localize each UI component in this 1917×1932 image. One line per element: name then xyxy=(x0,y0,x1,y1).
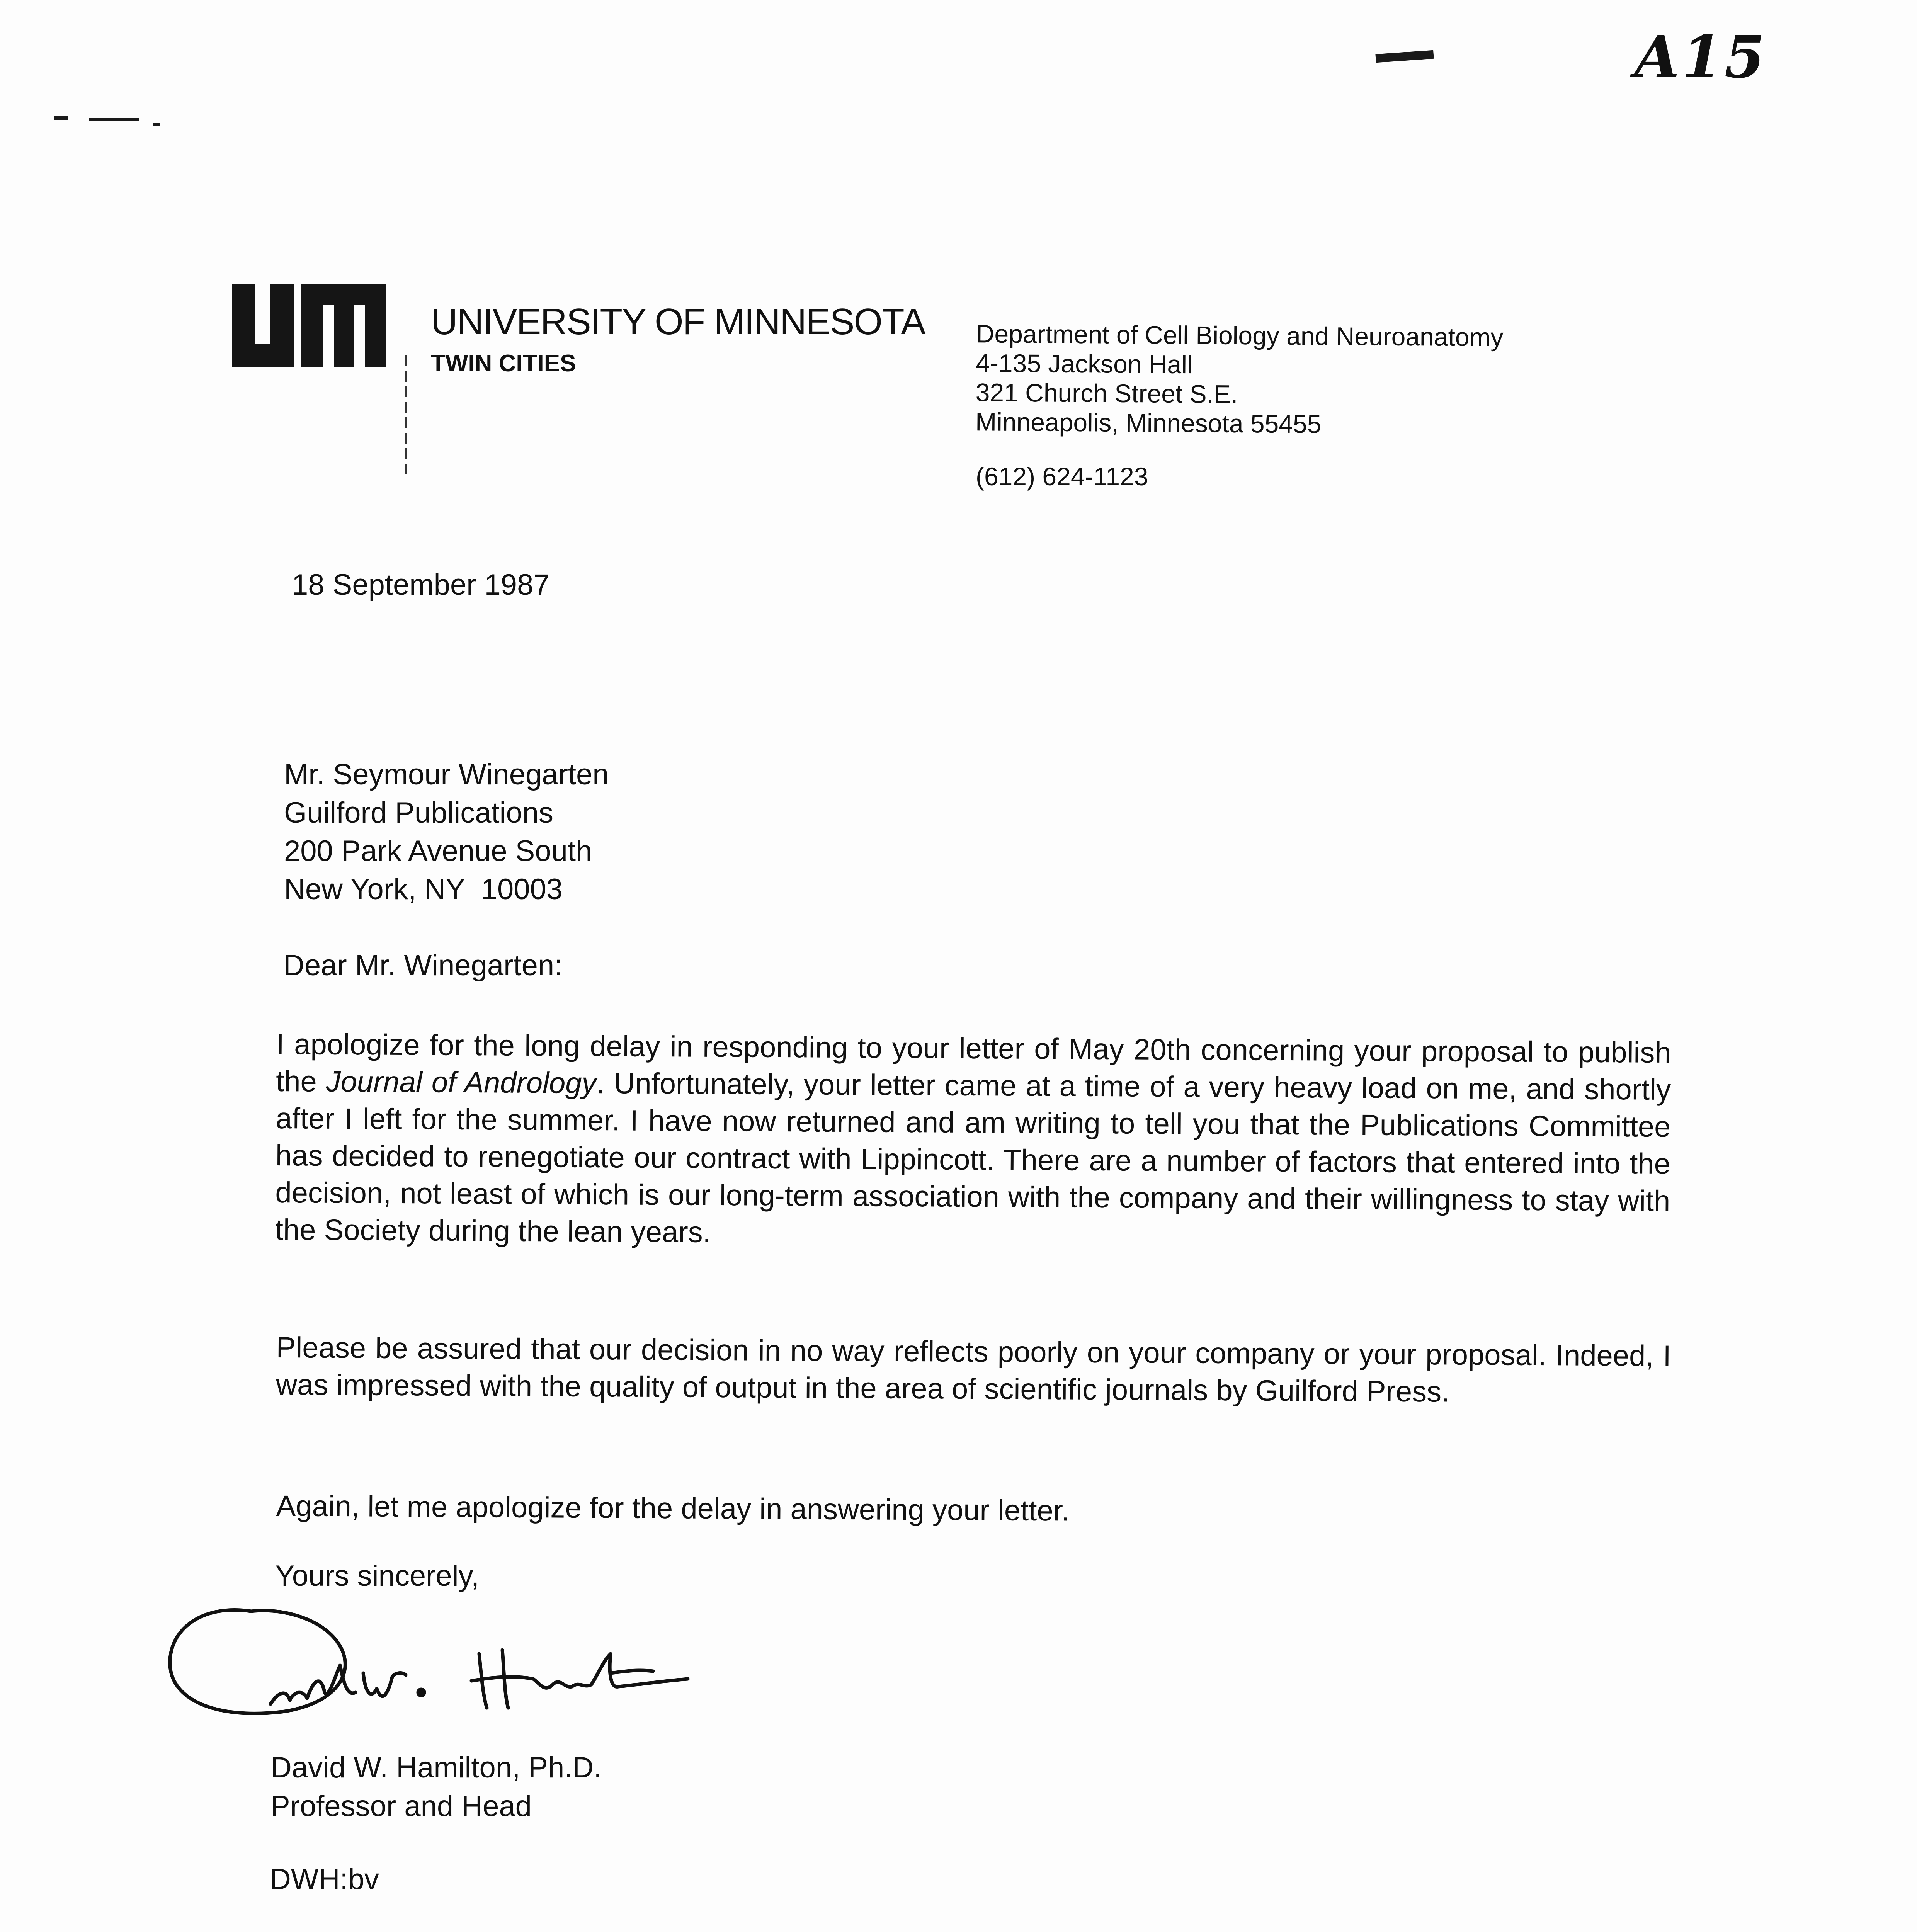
signer-name: David W. Hamilton, Ph.D. xyxy=(270,1751,602,1784)
department-name: Department of Cell Biology and Neuroanatomy xyxy=(976,319,1504,352)
reference-initials: DWH:bv xyxy=(270,1863,379,1896)
letterhead-divider xyxy=(405,355,407,479)
complimentary-closing: Yours sincerely, xyxy=(275,1560,480,1592)
scan-mark xyxy=(89,118,139,121)
signer-title: Professor and Head xyxy=(270,1790,532,1823)
address-line: 4-135 Jackson Hall xyxy=(976,349,1193,379)
recipient-line: Guilford Publications xyxy=(284,796,554,829)
letter-date: 18 September 1987 xyxy=(292,568,550,601)
body-paragraph-1 xyxy=(275,1026,1671,1257)
body-paragraph-3: Again, let me apologize for the delay in answering your letter. xyxy=(276,1490,1070,1527)
campus-name: TWIN CITIES xyxy=(431,350,576,377)
scan-mark xyxy=(153,123,160,126)
journal-title: Journal of Andrology xyxy=(326,1065,597,1100)
salutation: Dear Mr. Winegarten: xyxy=(283,949,563,982)
university-logo xyxy=(228,278,390,379)
body-paragraph-2: Please be assured that our decision in no way reflects poorly on your company or your proposal. Indeed, I was impressed with the quality of output in the area of scientific journals by Guilford Press. xyxy=(276,1331,1671,1408)
handwritten-note: A15 xyxy=(1635,23,1767,91)
address-line: Minneapolis, Minnesota 55455 xyxy=(975,407,1322,439)
scan-mark xyxy=(54,116,68,120)
paragraph-text: I apologize for the long delay in responding to your letter of May 20th concerning your proposal to publish the xyxy=(276,1028,1671,1098)
recipient-line: Mr. Seymour Winegarten xyxy=(284,758,609,791)
recipient-line: New York, NY 10003 xyxy=(284,873,563,906)
handwritten-signature xyxy=(155,1577,842,1747)
recipient-address xyxy=(284,755,609,908)
paragraph-text: . Unfortunately, your letter came at a time of a very heavy load on me, and shortly after I left for the summer. I have now returned and am writing to tell you that the Publications Committee has decided to renegotiate our contract with Lippincott. There are a number of factors that entered into the decision, not least of which is our long-term association with the company and their willingness to stay with the Society during the lean years. xyxy=(275,1067,1671,1249)
phone-number: (612) 624-1123 xyxy=(976,462,1148,491)
address-line: 321 Church Street S.E. xyxy=(975,378,1238,408)
signer-block xyxy=(270,1748,602,1826)
recipient-line: 200 Park Avenue South xyxy=(284,835,592,867)
scan-mark xyxy=(1375,50,1434,63)
university-name: UNIVERSITY OF MINNESOTA xyxy=(431,301,925,342)
department-address xyxy=(975,319,1504,440)
